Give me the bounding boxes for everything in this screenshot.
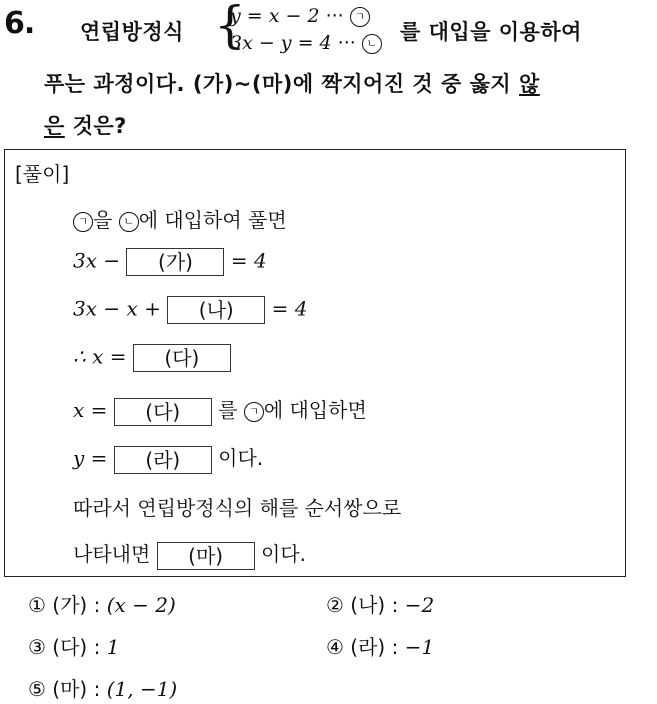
step8-tail: 이다. <box>261 542 306 566</box>
choice-separator: : <box>93 635 101 659</box>
choice-value: (1, −1) <box>106 677 178 701</box>
blank-ga: (가) <box>126 248 224 276</box>
question-lead: 연립방정식 <box>80 20 184 44</box>
step5-text-a: 를 <box>218 398 238 422</box>
step3-expr: 3x − x + <box>73 296 161 321</box>
choice-number: ④ <box>326 635 344 659</box>
circle-giyeok-icon: ㄱ <box>350 7 370 27</box>
choice-separator: : <box>93 593 101 617</box>
solution-step-3 <box>73 296 307 324</box>
brace-icon: { <box>214 0 246 54</box>
choice-2[interactable] <box>326 589 434 618</box>
equation-2-dots: ··· <box>337 32 356 54</box>
choice-label: (마) <box>52 677 88 701</box>
choice-label: (라) <box>350 635 386 659</box>
blank-da: (다) <box>133 344 231 372</box>
blank-ma: (마) <box>157 542 255 570</box>
choice-label: (나) <box>350 593 386 617</box>
circle-giyeok-icon: ㄱ <box>73 212 93 232</box>
step8-text: 나타내면 <box>73 542 151 566</box>
choice-number: ① <box>28 593 46 617</box>
choice-number: ② <box>326 593 344 617</box>
step6-expr: y = <box>73 446 108 470</box>
solution-step-1 <box>73 204 287 233</box>
question-line3 <box>44 110 127 140</box>
question-line1-tail: 를 대입을 이용하여 <box>400 20 582 44</box>
step2-rhs: = 4 <box>230 248 267 273</box>
choice-1[interactable] <box>28 589 176 618</box>
step6-tail: 이다. <box>218 446 264 470</box>
circle-nieun-icon: ㄴ <box>119 212 139 232</box>
question-line2 <box>44 68 540 98</box>
choice-label: (다) <box>52 635 88 659</box>
equation-1 <box>230 5 370 27</box>
equation-2-expr: 3x − y = 4 <box>230 32 332 54</box>
solution-step-5 <box>73 394 367 426</box>
question-number: 6. <box>4 6 35 41</box>
step1-text-a: 을 <box>93 208 113 232</box>
question-line2-underlined: 않 <box>519 72 540 96</box>
choice-separator: : <box>391 635 399 659</box>
equation-system <box>214 2 399 58</box>
choice-3[interactable] <box>28 631 119 660</box>
solution-header: [풀이] <box>15 162 70 186</box>
solution-step-4 <box>73 344 231 372</box>
question-line2-text: 푸는 과정이다. (가)~(마)에 짝지어진 것 중 옳지 <box>44 72 512 96</box>
choice-value: −1 <box>404 635 435 659</box>
circle-nieun-icon: ㄴ <box>362 34 382 54</box>
solution-box <box>4 149 626 577</box>
choice-number: ③ <box>28 635 46 659</box>
equation-2 <box>230 32 382 54</box>
step4-expr: ∴ x = <box>73 344 127 369</box>
choice-4[interactable] <box>326 631 434 660</box>
blank-da-2: (다) <box>114 398 212 426</box>
question-line3-underlined: 은 <box>44 114 65 138</box>
choice-value: 1 <box>106 635 120 659</box>
circle-giyeok-icon: ㄱ <box>244 402 264 422</box>
step1-text-b: 에 대입하여 풀면 <box>138 208 287 232</box>
solution-step-2 <box>73 248 267 276</box>
blank-na: (나) <box>167 296 265 324</box>
solution-step-6 <box>73 442 263 474</box>
choice-value: (x − 2) <box>106 593 176 617</box>
equation-1-expr: y = x − 2 <box>230 5 320 27</box>
step2-expr: 3x − <box>73 248 121 273</box>
step5-text-b: 에 대입하면 <box>263 398 367 422</box>
solution-step-7: 따라서 연립방정식의 해를 순서쌍으로 <box>73 496 402 520</box>
choice-separator: : <box>93 677 101 701</box>
choice-number: ⑤ <box>28 677 46 701</box>
step5-expr: x = <box>73 398 108 422</box>
step3-rhs: = 4 <box>271 296 308 321</box>
choice-value: −2 <box>404 593 435 617</box>
choice-5[interactable] <box>28 673 177 702</box>
choice-label: (가) <box>52 593 88 617</box>
blank-ra: (라) <box>114 446 212 474</box>
equation-1-dots: ··· <box>325 5 344 27</box>
choice-separator: : <box>391 593 399 617</box>
question-line3-text: 것은? <box>72 114 127 138</box>
solution-step-8 <box>73 538 306 570</box>
